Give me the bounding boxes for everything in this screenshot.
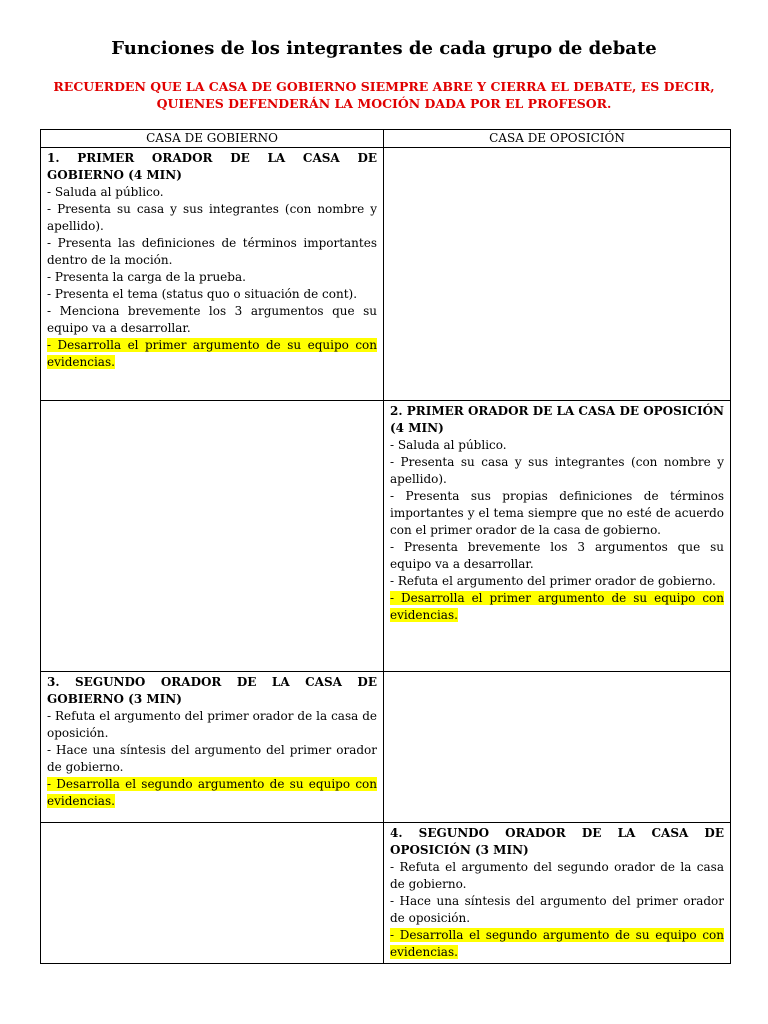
speaker-cell	[384, 401, 731, 672]
empty-cell	[384, 148, 731, 401]
header-casa-oposicion: CASA DE OPOSICIÓN	[384, 130, 731, 148]
highlight-text: - Desarrolla el primer argumento de su equipo con evidencias.	[47, 338, 377, 369]
table-row	[41, 148, 731, 401]
highlighted-duty	[47, 776, 377, 810]
speaker-cell	[41, 672, 384, 823]
empty-cell	[41, 823, 384, 964]
speaker-duty: - Presenta su casa y sus integrantes (con nombre y apellido).	[47, 202, 377, 233]
table-row	[41, 823, 731, 964]
speaker-cell	[384, 823, 731, 964]
highlight-text: - Desarrolla el segundo argumento de su equipo con evidencias.	[47, 777, 377, 808]
table-header-row	[41, 130, 731, 148]
speaker-duty: - Presenta el tema (status quo o situación de cont).	[47, 287, 358, 301]
speaker-block	[390, 403, 724, 624]
highlight-text: - Desarrolla el primer argumento de su equipo con evidencias.	[390, 591, 724, 622]
speaker-duty: - Presenta las definiciones de términos importantes dentro de la moción.	[47, 236, 377, 267]
speaker-duty: - Menciona brevemente los 3 argumentos que su equipo va a desarrollar.	[47, 304, 377, 335]
speaker-block	[47, 674, 377, 810]
speaker-duty: - Hace una síntesis del argumento del primer orador de gobierno.	[47, 743, 377, 774]
empty-cell	[384, 672, 731, 823]
speaker-duty: - Refuta el argumento del segundo orador de la casa de gobierno.	[390, 860, 724, 891]
speaker-duty: - Presenta la carga de la prueba.	[47, 270, 246, 284]
speaker-heading: 1. PRIMER ORADOR DE LA CASA DE GOBIERNO (4 MIN)	[47, 151, 377, 182]
speaker-duty: - Refuta el argumento del primer orador de gobierno.	[390, 574, 716, 588]
empty-cell	[41, 401, 384, 672]
speaker-duty: - Hace una síntesis del argumento del primer orador de oposición.	[390, 894, 724, 925]
header-casa-gobierno: CASA DE GOBIERNO	[41, 130, 384, 148]
debate-roles-table	[40, 129, 731, 964]
table-row	[41, 672, 731, 823]
speaker-duty: - Presenta su casa y sus integrantes (con nombre y apellido).	[390, 455, 724, 486]
speaker-block	[390, 825, 724, 961]
speaker-duty: - Presenta sus propias definiciones de términos importantes y el tema siempre que no esté de acuerdo con el primer orador de la casa de gobierno.	[390, 489, 724, 537]
highlighted-duty	[47, 337, 377, 371]
speaker-duty: - Saluda al público.	[390, 438, 507, 452]
speaker-duty: - Saluda al público.	[47, 185, 164, 199]
speaker-duty: - Refuta el argumento del primer orador de la casa de oposición.	[47, 709, 377, 740]
highlight-text: - Desarrolla el segundo argumento de su equipo con evidencias.	[390, 928, 724, 959]
speaker-heading: 2. PRIMER ORADOR DE LA CASA DE OPOSICIÓN (4 MIN)	[390, 404, 724, 435]
speaker-duty: - Presenta brevemente los 3 argumentos que su equipo va a desarrollar.	[390, 540, 724, 571]
red-notice: RECUERDEN QUE LA CASA DE GOBIERNO SIEMPRE ABRE Y CIERRA EL DEBATE, ES DECIR, QUIENES DEFENDERÁN LA MOCIÓN DADA POR EL PROFESOR.	[53, 79, 715, 111]
speaker-heading: 4. SEGUNDO ORADOR DE LA CASA DE OPOSICIÓN (3 MIN)	[390, 826, 724, 857]
highlighted-duty	[390, 590, 724, 624]
document-title: Funciones de los integrantes de cada grupo de debate	[111, 38, 657, 59]
speaker-cell	[41, 148, 384, 401]
speaker-heading: 3. SEGUNDO ORADOR DE LA CASA DE GOBIERNO (3 MIN)	[47, 675, 377, 706]
speaker-block	[47, 150, 377, 371]
highlighted-duty	[390, 927, 724, 961]
table-row	[41, 401, 731, 672]
